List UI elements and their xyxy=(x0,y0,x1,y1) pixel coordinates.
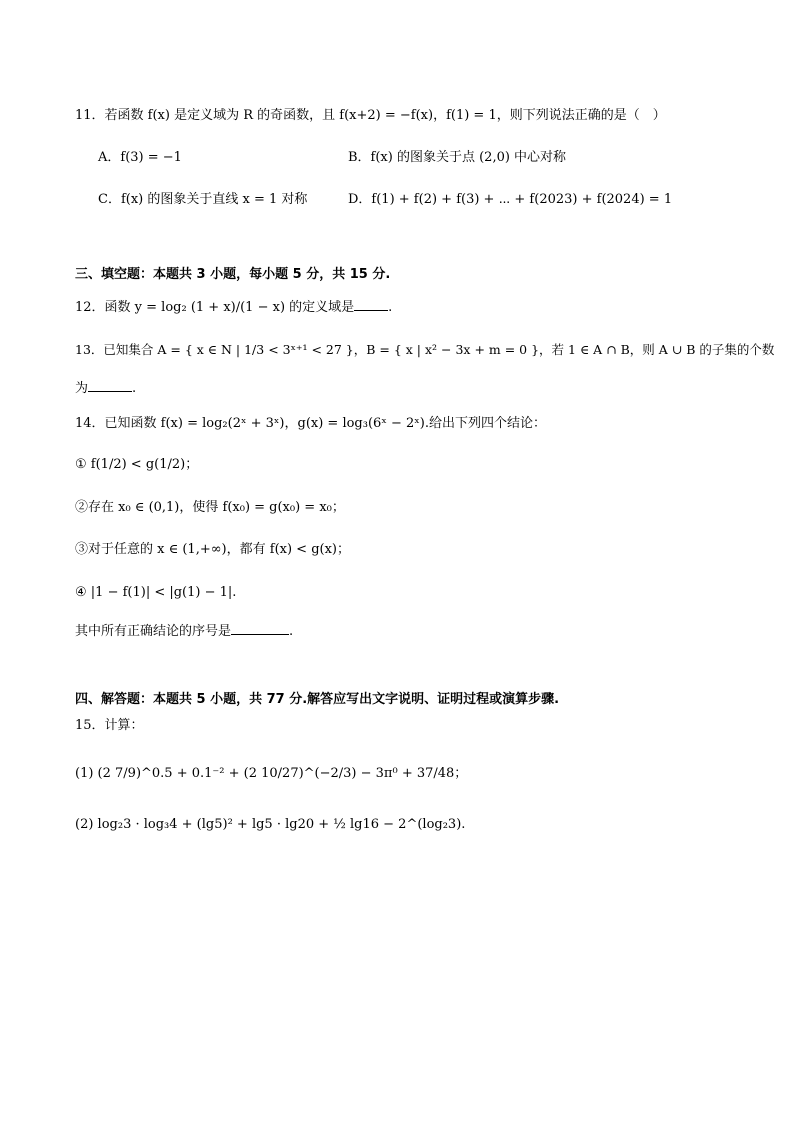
question-12: 12．函数 y = log₂ (1 + x)/(1 − x) 的定义域是 . xyxy=(75,296,392,318)
q11-option-c: C．f(x) 的图象关于直线 x = 1 对称 xyxy=(98,192,308,207)
question-13-line2: 为 . xyxy=(75,377,136,399)
question-14-end-text: 其中所有正确结论的序号是 xyxy=(75,624,232,639)
question-14-conclusion-4: ④ |1 − f(1)| < |g(1) − 1|. xyxy=(75,585,237,600)
question-11-stem: 11．若函数 f(x) 是定义域为 R 的奇函数，且 f(x+2) = −f(x)，f(1) = 1，则下列说法正确的是（ ） xyxy=(75,108,666,123)
question-15-part-1: (1) (2 7/9)^0.5 + 0.1⁻² + (2 10/27)^(−2/3) − 3π⁰ + 37/48； xyxy=(75,766,468,781)
question-13-line1: 13．已知集合 A = { x ∈ N | 1/3 < 3ˣ⁺¹ < 27 }，B = { x | x² − 3x + m = 0 }，若 1 ∈ A ∩ B，则 A ∪ B 的子集的个数 xyxy=(75,342,775,357)
question-15-part-2: (2) log₂3 · log₃4 + (lg5)² + lg5 · lg20 + ½ lg16 − 2^(log₂3). xyxy=(75,817,466,832)
question-14-conclusion-2: ②存在 x₀ ∈ (0,1)，使得 f(x₀) = g(x₀) = x₀； xyxy=(75,500,345,515)
q11-option-d: D．f(1) + f(2) + f(3) + ⋯ + f(2023) + f(2024) = 1 xyxy=(348,192,673,207)
q14-answer-blank xyxy=(231,620,289,635)
q11-option-a: A．f(3) = −1 xyxy=(98,150,182,165)
q13-answer-blank xyxy=(88,377,132,392)
q11-option-b: B．f(x) 的图象关于点 (2,0) 中心对称 xyxy=(348,150,567,165)
question-15: 15．计算： xyxy=(75,718,144,733)
question-13-line2-text: 为 xyxy=(75,381,89,396)
question-14-conclusion-1: ① f(1/2) < g(1/2)； xyxy=(75,457,199,472)
question-14-stem: 14．已知函数 f(x) = log₂(2ˣ + 3ˣ)，g(x) = log₃(6ˣ − 2ˣ).给出下列四个结论： xyxy=(75,416,546,431)
question-14-end: 其中所有正确结论的序号是 . xyxy=(75,620,293,642)
question-12-text: 12．函数 y = log₂ (1 + x)/(1 − x) 的定义域是 xyxy=(75,300,355,315)
question-14-conclusion-3: ③对于任意的 x ∈ (1,+∞)，都有 f(x) < g(x)； xyxy=(75,542,350,557)
q12-answer-blank xyxy=(354,296,388,311)
section-4-title: 四、解答题：本题共 5 小题，共 77 分.解答应写出文字说明、证明过程或演算步骤. xyxy=(75,692,560,707)
section-3-title: 三、填空题：本题共 3 小题，每小题 5 分，共 15 分. xyxy=(75,267,391,282)
